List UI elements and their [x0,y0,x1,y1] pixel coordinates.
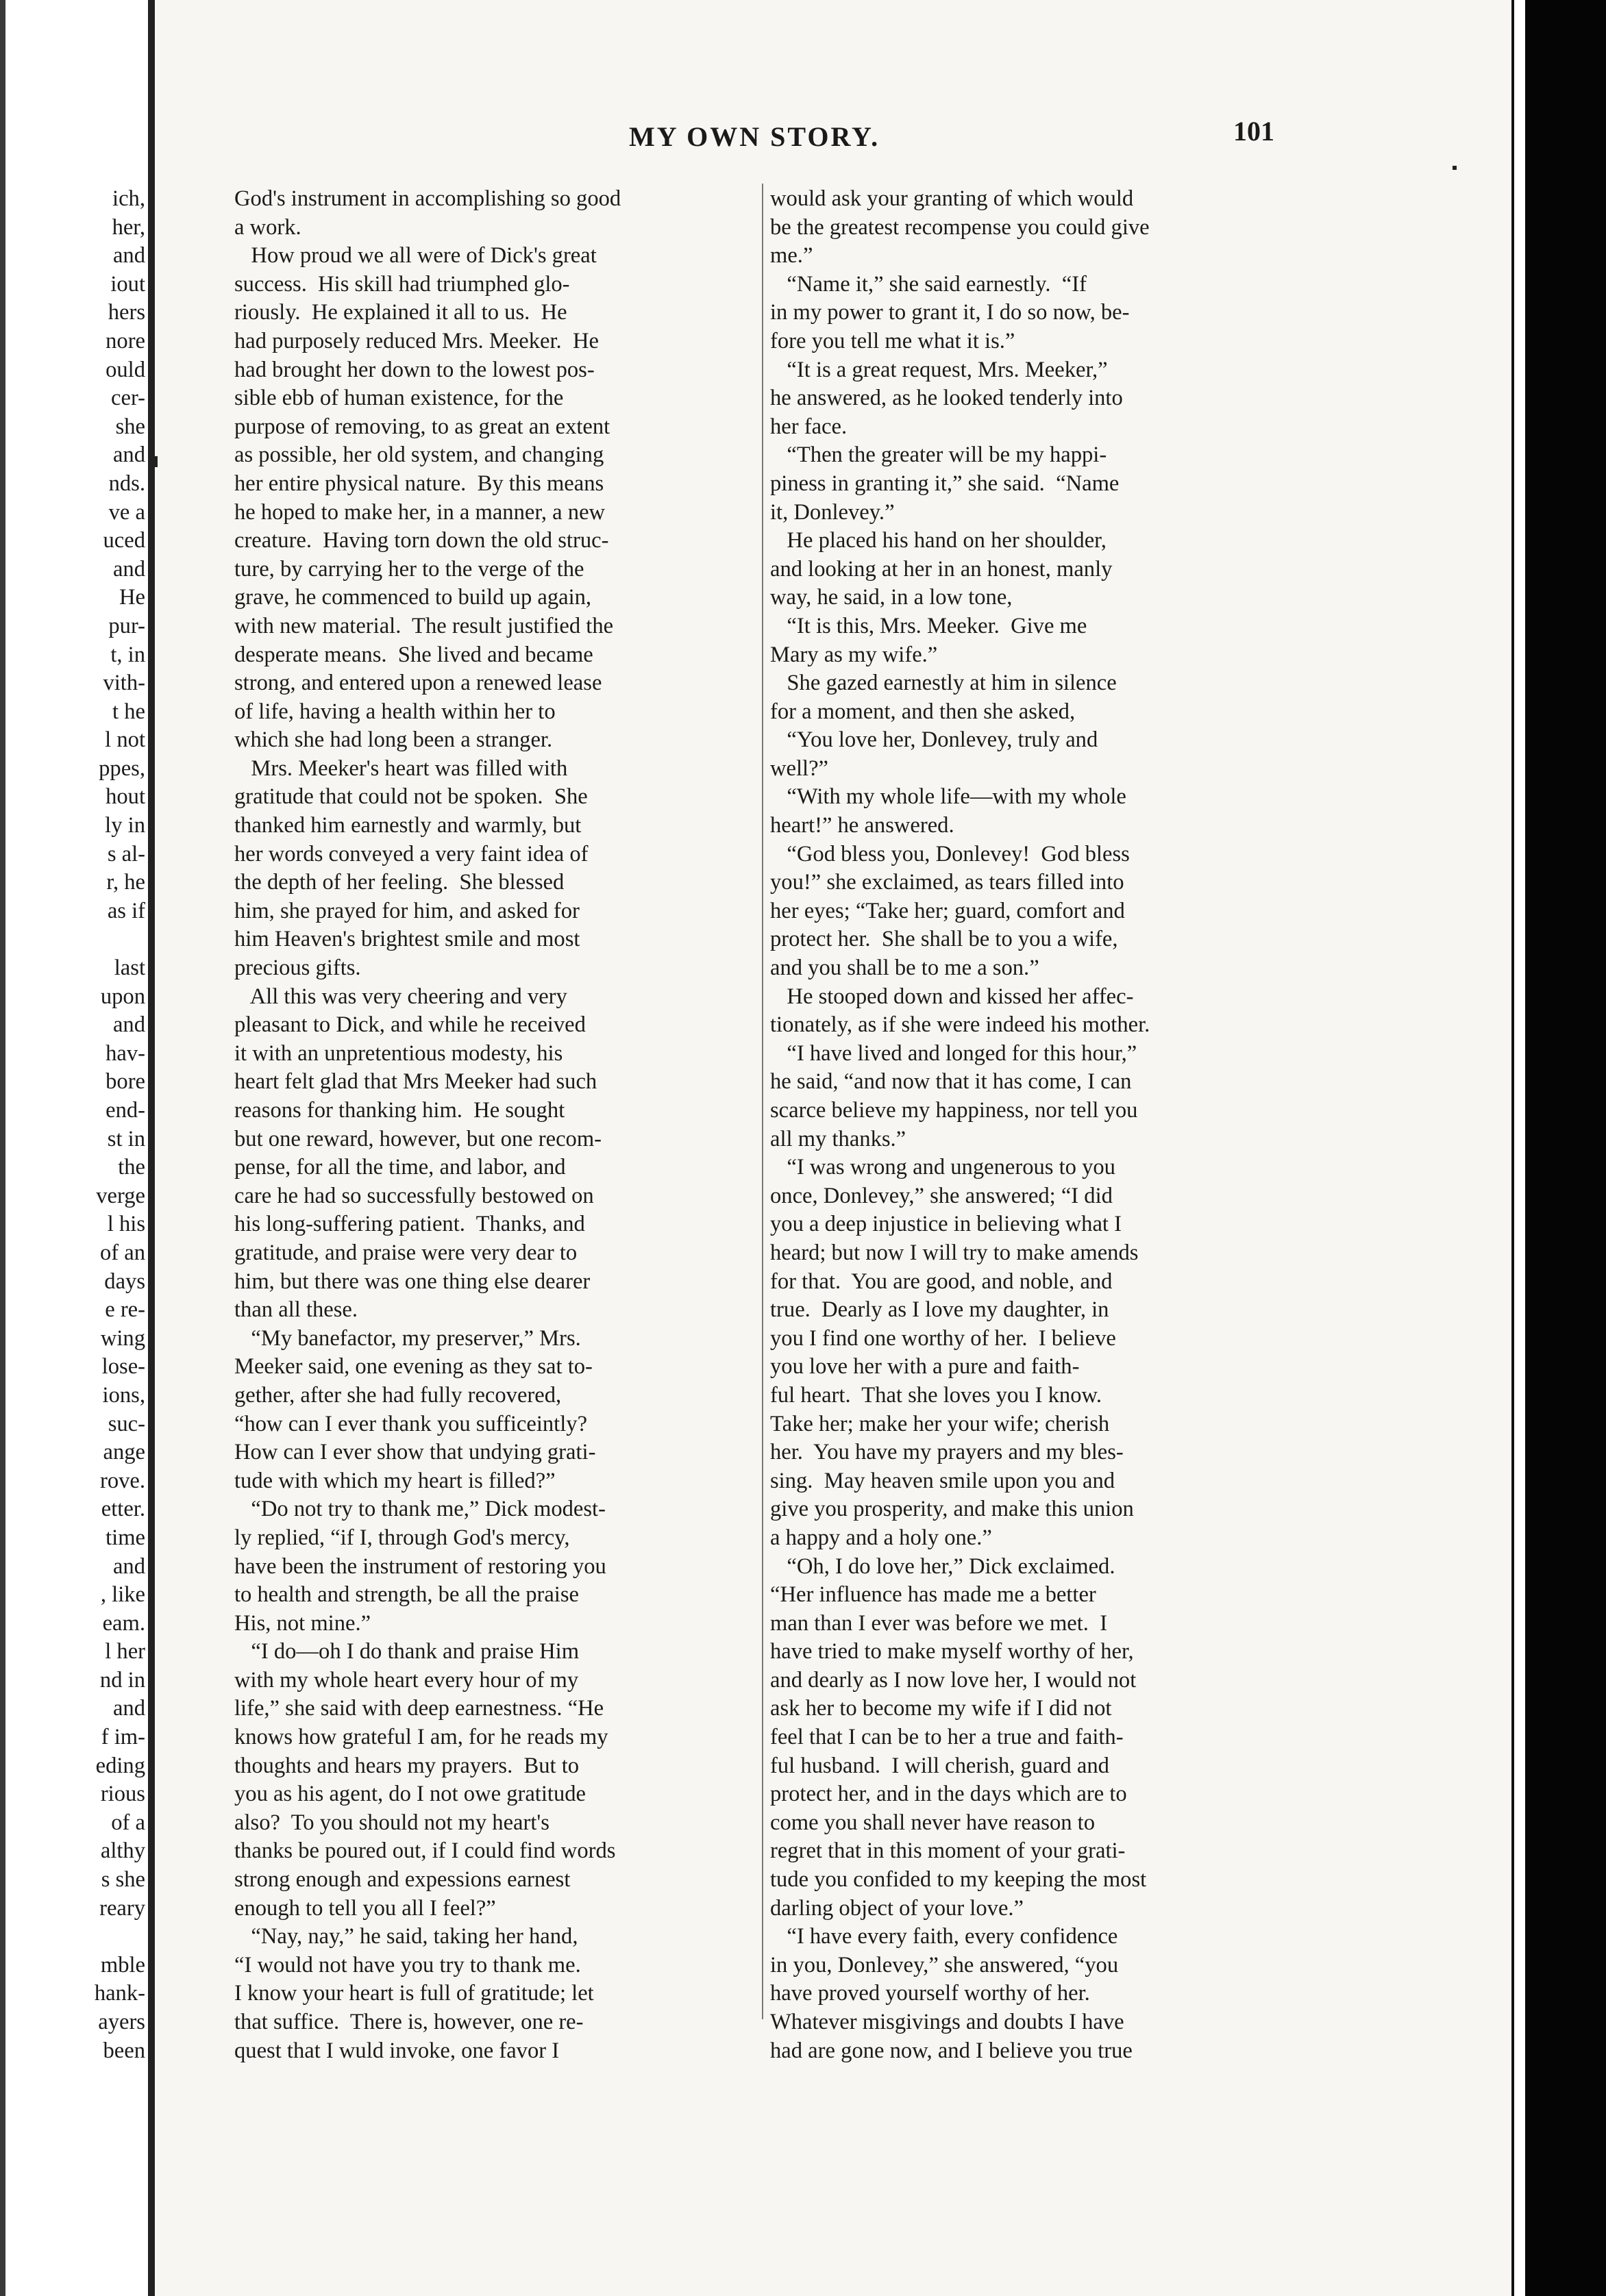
text-line: well?” [770,756,829,781]
text-line: He stooped down and kissed her affec- [770,984,1134,1009]
text-line: “With my whole life—with my whole [770,784,1126,810]
text-line: tude with which my heart is filled?” [234,1468,556,1493]
fragment-line: wing [100,1325,145,1351]
text-line: you as his agent, do I not owe gratitude [234,1782,586,1807]
fragment-line: upon [100,984,145,1009]
text-line: had are gone now, and I believe you true [770,2038,1133,2063]
text-line: her eyes; “Take her; guard, comfort and [770,898,1125,923]
fragment-line: days [104,1269,145,1294]
fragment-line: eding [95,1753,145,1778]
text-line: sible ebb of human existence, for the [234,386,564,411]
text-line: Mrs. Meeker's heart was filled with [234,756,568,781]
text-line: it with an unpretentious modesty, his [234,1040,563,1066]
text-line: him, but there was one thing else dearer [234,1269,591,1294]
text-line: all my thanks.” [770,1126,906,1151]
fragment-line: ayers [98,2010,145,2034]
text-line: me.” [770,243,813,269]
text-line: piness in granting it,” she said. “Name [770,471,1120,496]
fragment-line: reary [99,1895,145,1921]
text-line: have proved yourself worthy of her. [770,1981,1090,2006]
fragment-line: ould [106,357,145,382]
fragment-line: and [112,556,145,582]
text-line: once, Donlevey,” she answered; “I did [770,1183,1113,1208]
text-line: desperate means. She lived and became [234,642,593,667]
text-line: he answered, as he looked tenderly into [770,386,1123,411]
text-line: grave, he commenced to build up again, [234,585,592,610]
text-line: He placed his hand on her shoulder, [770,528,1107,553]
fragment-line: rious [100,1782,145,1807]
text-line: her. You have my prayers and my bles- [770,1440,1124,1465]
left-binding-shadow [0,0,5,2296]
text-line: gratitude, and praise were very dear to [234,1240,578,1265]
text-line: How can I ever show that undying grati- [234,1440,596,1465]
text-line: her words conveyed a very faint idea of [234,841,589,866]
text-line: way, he said, in a low tone, [770,585,1013,610]
text-line: gratitude that could not be spoken. She [234,784,588,810]
text-line: regret that in this moment of your grati- [770,1838,1126,1864]
text-line: “Her influence has made me a better [770,1582,1096,1608]
text-line: fore you tell me what it is.” [770,328,1015,353]
text-line: protect her, and in the days which are to [770,1782,1127,1807]
fragment-line: ly in [105,813,145,838]
fragment-line: nds. [108,471,145,496]
fragment-line: as if [107,898,145,923]
text-line: “God bless you, Donlevey! God bless [770,841,1130,866]
text-line: “Name it,” she said earnestly. “If [770,271,1087,297]
fragment-line: l not [105,727,145,753]
fragment-line: t he [112,699,145,724]
text-line: would ask your granting of which would [770,186,1134,211]
text-line: thoughts and hears my prayers. But to [234,1753,580,1778]
column-divider [762,184,763,2019]
fragment-line: , like [100,1582,145,1608]
fragment-line: the [118,1155,145,1180]
text-line: you love her with a pure and faith- [770,1354,1080,1380]
text-line: She gazed earnestly at him in silence [770,671,1117,696]
text-line: that suffice. There is, however, one re- [234,2010,584,2034]
text-line: creature. Having torn down the old struc- [234,528,609,553]
text-line: “Oh, I do love her,” Dick exclaimed. [770,1553,1115,1579]
text-line: “how can I ever thank you sufficeintly? [234,1411,588,1436]
text-line: in you, Donlevey,” she answered, “you [770,1952,1119,1977]
fragment-line: hav- [106,1040,145,1066]
fragment-line: nd in [99,1667,145,1693]
fragment-line: ve a [108,499,145,525]
text-line: protect her. She shall be to you a wife, [770,927,1118,952]
text-line: darling object of your love.” [770,1895,1024,1921]
fragment-line: cer- [111,386,145,411]
fragment-line: hout [106,784,145,810]
fragment-line: ich, [112,186,145,211]
fragment-line: suc- [108,1411,145,1436]
text-line: pleasant to Dick, and while he received [234,1012,586,1038]
text-line: purpose of removing, to as great an extent [234,414,610,439]
text-line: you I find one worthy of her. I believe [770,1325,1116,1351]
text-line: come you shall never have reason to [770,1810,1096,1835]
text-line: “Then the greater will be my happi- [770,442,1107,468]
text-line: quest that I wuld invoke, one favor I [234,2038,560,2063]
fragment-line: ange [103,1440,145,1465]
fragment-line [8,1923,145,1951]
text-line: be the greatest recompense you could give [770,214,1150,240]
fragment-line: and [112,442,145,468]
fragment-line: etter. [101,1497,145,1522]
margin-mark [152,456,158,467]
fragment-line: rove. [99,1468,145,1493]
fragment-line: e re- [105,1297,145,1323]
text-line: a work. [234,214,301,240]
text-line: and you shall be to me a son.” [770,956,1039,981]
text-line: reasons for thanking him. He sought [234,1098,565,1123]
text-line: precious gifts. [234,956,361,981]
fragment-line: her, [112,214,145,240]
text-line: and looking at her in an honest, manly [770,556,1113,582]
text-line: had purposely reduced Mrs. Meeker. He [234,328,599,353]
text-line: he said, “and now that it has come, I can [770,1069,1132,1095]
text-line: which she had long been a stranger. [234,727,553,753]
text-line: in my power to grant it, I do so now, be- [770,300,1130,325]
text-line: the depth of her feeling. She blessed [234,870,565,895]
text-line: care he had so successfully bestowed on [234,1183,594,1208]
text-line: scarce believe my happiness, nor tell you [770,1098,1138,1123]
text-line: Take her; make her your wife; cherish [770,1411,1110,1436]
text-line: true. Dearly as I love my daughter, in [770,1297,1109,1323]
text-line: “My banefactor, my preserver,” Mrs. [234,1325,581,1351]
text-line: ask her to become my wife if I did not [770,1696,1112,1721]
text-line: for a moment, and then she asked, [770,699,1076,724]
text-line: thanked him earnestly and warmly, but [234,813,582,838]
fragment-line: bore [106,1069,145,1095]
fragment-line: althy [100,1838,145,1864]
fragment-line: lose- [101,1354,145,1380]
text-line: he hoped to make her, in a manner, a new [234,499,606,525]
text-line: him, she prayed for him, and asked for [234,898,580,923]
fragment-line: nore [106,328,145,353]
fragment-line: pur- [108,613,145,638]
fragment-line: last [114,956,145,981]
text-line: life,” she said with deep earnestness. “He [234,1696,604,1721]
text-line: you a deep injustice in believing what I [770,1212,1122,1237]
text-line: “I have every faith, every confidence [770,1924,1118,1949]
text-line: with new material. The result justified the [234,613,614,638]
text-line: knows how grateful I am, for he reads my [234,1725,608,1750]
fragment-line: she [115,414,145,439]
fragment-line: end- [106,1098,145,1123]
fragment-line: ions, [102,1382,145,1408]
text-line: feel that I can be to her a true and faith- [770,1725,1124,1750]
fragment-line: mble [100,1952,145,1977]
text-line: heart felt glad that Mrs Meeker had such [234,1069,597,1095]
fragment-line: He [119,585,145,610]
fragment-line: and [112,1012,145,1038]
text-line: of life, having a health within her to [234,699,556,724]
text-line: tionately, as if she were indeed his mother. [770,1012,1150,1038]
page-edge-line [1511,0,1514,2296]
text-line: tude you confided to my keeping the most [770,1867,1147,1893]
text-line: you!” she exclaimed, as tears filled into [770,870,1124,895]
right-binding [1525,0,1606,2296]
text-line: Meeker said, one evening as they sat to- [234,1354,593,1380]
text-line: “I have lived and longed for this hour,” [770,1040,1137,1066]
fragment-line: been [103,2038,145,2063]
fragment-line: l her [105,1639,145,1664]
text-line: had brought her down to the lowest pos- [234,357,595,382]
text-column-left [234,185,755,2065]
text-line: ture, by carrying her to the verge of the [234,556,584,582]
text-line: it, Donlevey.” [770,499,895,525]
text-line: Whatever misgivings and doubts I have [770,2010,1124,2034]
fragment-line: of a [111,1810,145,1835]
fragment-line: vith- [103,671,145,696]
text-line: as possible, her old system, and changing [234,442,604,468]
text-line: his long-suffering patient. Thanks, and [234,1212,585,1237]
text-line: pense, for all the time, and labor, and [234,1155,566,1180]
text-line: success. His skill had triumphed glo- [234,271,570,297]
text-line: How proud we all were of Dick's great [234,243,597,269]
fragment-line: hank- [94,1981,145,2006]
text-line: also? To you should not my heart's [234,1810,549,1835]
fragment-line: of an [99,1240,145,1265]
text-line: give you prosperity, and make this union [770,1497,1134,1522]
text-line: her face. [770,414,848,439]
fragment-line: ppes, [99,756,145,781]
text-line: ful husband. I will cherish, guard and [770,1753,1109,1778]
text-line: sing. May heaven smile upon you and [770,1468,1115,1493]
fragment-line: r, he [106,870,145,895]
text-line: and dearly as I now love her, I would not [770,1667,1137,1693]
text-line: thanks be poured out, if I could find words [234,1838,616,1864]
page-number: 101 [1233,116,1274,147]
text-line: I know your heart is full of gratitude; let [234,1981,594,2006]
text-line: enough to tell you all I feel?” [234,1895,496,1921]
text-line: for that. You are good, and noble, and [770,1269,1113,1294]
fragment-line: uced [103,528,145,553]
text-line: a happy and a holy one.” [770,1525,992,1550]
fragment-line: t, in [110,642,145,667]
fragment-line: f im- [101,1725,145,1750]
text-line: but one reward, however, but one recom- [234,1126,602,1151]
text-line: heard; but now I will try to make amends [770,1240,1139,1265]
text-line: Mary as my wife.” [770,642,938,667]
text-line: ly replied, “if I, through God's mercy, [234,1525,570,1550]
text-line: riously. He explained it all to us. He [234,300,567,325]
margin-mark [149,158,155,167]
text-line: His, not mine.” [234,1610,371,1636]
text-line: have tried to make myself worthy of her, [770,1639,1134,1664]
text-line: him Heaven's brightest smile and most [234,927,580,952]
fragment-line: and [112,1696,145,1721]
text-line: strong, and entered upon a renewed lease [234,671,602,696]
fragment-line: iout [110,271,145,297]
text-line: heart!” he answered. [770,813,954,838]
text-line: “Do not try to thank me,” Dick modest- [234,1497,606,1522]
text-line: “Nay, nay,” he said, taking her hand, [234,1924,578,1949]
fragment-line: and [112,243,145,269]
fragment-line: verge [96,1183,145,1208]
fragment-line: s she [101,1867,145,1893]
fragment-line: l his [107,1212,145,1237]
text-line: than all these. [234,1297,358,1323]
text-line: “I was wrong and ungenerous to you [770,1155,1115,1180]
text-line: to health and strength, be all the praise [234,1582,579,1608]
text-column-right [770,185,1298,2065]
text-line: “It is this, Mrs. Meeker. Give me [770,613,1087,638]
text-line: “I do—oh I do thank and praise Him [234,1639,580,1664]
text-line: “It is a great request, Mrs. Meeker,” [770,357,1108,382]
text-line: strong enough and expessions earnest [234,1867,571,1893]
text-line: her entire physical nature. By this means [234,471,604,496]
text-line: “You love her, Donlevey, truly and [770,727,1098,753]
fragment-line [8,925,145,954]
page-spine [148,0,155,2296]
fragment-line: time [106,1525,145,1550]
fragment-line: s al- [107,841,145,866]
text-line: “I would not have you try to thank me. [234,1952,581,1977]
text-line: God's instrument in accomplishing so good [234,186,621,211]
fragment-line: st in [107,1126,145,1151]
text-line: with my whole heart every hour of my [234,1667,579,1693]
facing-page-fragments [8,185,145,2065]
text-line: gether, after she had fully recovered, [234,1382,562,1408]
text-line: have been the instrument of restoring you [234,1553,606,1579]
text-line: ful heart. That she loves you I know. [770,1382,1102,1408]
fragment-line: and [112,1553,145,1579]
text-line: man than I ever was before we met. I [770,1610,1108,1636]
fragment-line: eam. [102,1610,145,1636]
fragment-line: hers [108,300,145,325]
text-line: All this was very cheering and very [234,984,567,1009]
margin-mark [1453,166,1457,170]
running-header: MY OWN STORY. [629,121,880,152]
